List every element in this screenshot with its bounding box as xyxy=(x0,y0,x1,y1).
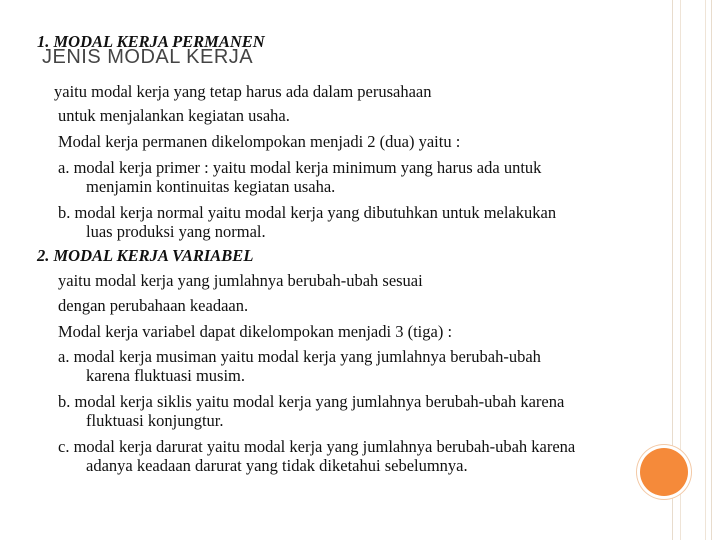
list-item-c-continuation: adanya keadaan darurat yang tidak diketahui sebelumnya. xyxy=(86,456,468,475)
slide-title: JENIS MODAL KERJA xyxy=(42,46,254,68)
list-item-b-continuation: fluktuasi konjungtur. xyxy=(86,411,224,430)
text-line: yaitu modal kerja yang jumlahnya berubah-ubah sesuai xyxy=(58,271,423,290)
heading-modal-kerja-permanen: 1. MODAL KERJA PERMANEN xyxy=(37,32,265,51)
text-line: untuk menjalankan kegiatan usaha. xyxy=(58,106,290,125)
list-item-a: a. modal kerja musiman yaitu modal kerja yang jumlahnya berubah-ubah xyxy=(58,347,541,366)
text-line: Modal kerja permanen dikelompokan menjadi 2 (dua) yaitu : xyxy=(58,132,461,151)
list-item-a-continuation: menjamin kontinuitas kegiatan usaha. xyxy=(86,177,336,196)
list-item-a-continuation: karena fluktuasi musim. xyxy=(86,366,246,385)
text-line: yaitu modal kerja yang tetap harus ada dalam perusahaan xyxy=(54,82,432,101)
list-item-c: c. modal kerja darurat yaitu modal kerja yang jumlahnya berubah-ubah karena xyxy=(58,437,576,456)
list-item-a: a. modal kerja primer : yaitu modal kerja minimum yang harus ada untuk xyxy=(58,158,542,177)
text-line: Modal kerja variabel dapat dikelompokan menjadi 3 (tiga) : xyxy=(58,322,453,341)
list-item-b: b. modal kerja normal yaitu modal kerja yang dibutuhkan untuk melakukan xyxy=(58,203,557,222)
accent-circle-decoration xyxy=(640,448,688,496)
heading-modal-kerja-variabel: 2. MODAL KERJA VARIABEL xyxy=(37,246,254,265)
list-item-b-continuation: luas produksi yang normal. xyxy=(86,222,266,241)
text-line: dengan perubahaan keadaan. xyxy=(58,296,249,315)
list-item-b: b. modal kerja siklis yaitu modal kerja yang jumlahnya berubah-ubah karena xyxy=(58,392,565,411)
